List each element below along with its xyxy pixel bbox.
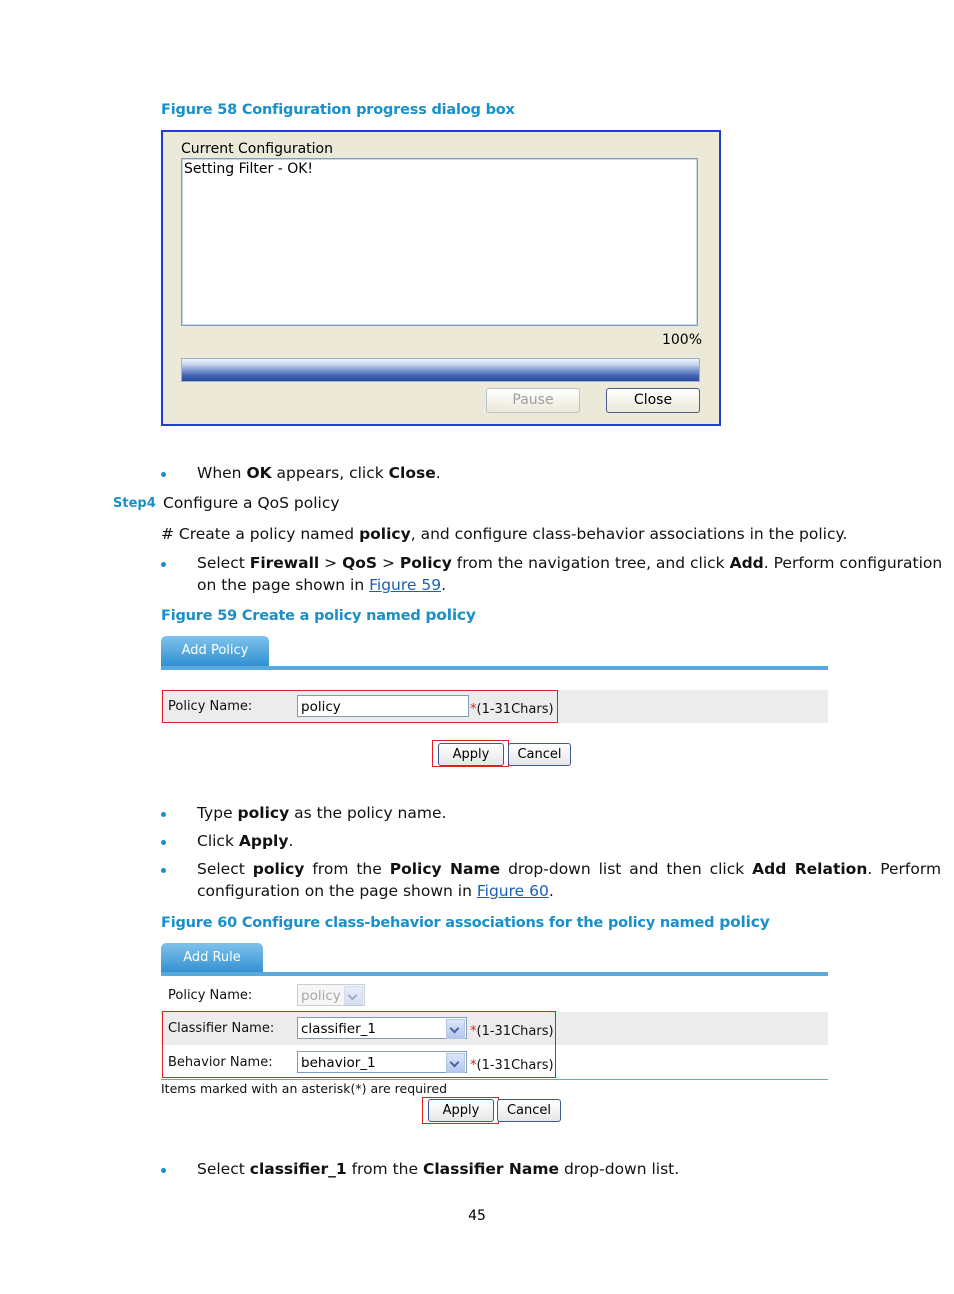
dialog-title: Current Configuration <box>181 141 333 157</box>
bullet-dot <box>161 868 166 873</box>
chevron-down-icon <box>344 986 363 1006</box>
page-number: 45 <box>468 1208 486 1224</box>
chevron-down-icon[interactable] <box>446 1019 465 1039</box>
bullet-dot <box>161 472 166 477</box>
required-note: Items marked with an asterisk(*) are required <box>161 1081 448 1096</box>
classifier-name-select[interactable]: classifier_1 <box>297 1017 467 1039</box>
bullet-select-policy: Select policy from the Policy Name drop-down list and then click Add Relation. Perform <box>197 860 942 878</box>
apply-button[interactable]: Apply <box>428 1099 494 1122</box>
behavior-name-select[interactable]: behavior_1 <box>297 1051 467 1073</box>
close-button[interactable]: Close <box>606 388 700 413</box>
chevron-down-icon[interactable] <box>446 1053 465 1073</box>
bullet-select-firewall-line2: on the page shown in Figure 59. <box>197 576 447 594</box>
tab-underline <box>161 666 828 670</box>
bullet-dot <box>161 812 166 817</box>
divider <box>161 1079 828 1080</box>
apply-button[interactable]: Apply <box>438 743 504 766</box>
figure-58-caption: Figure 58 Configuration progress dialog box <box>161 102 515 118</box>
policy-name-hint: *(1-31Chars) <box>470 702 554 717</box>
comment-line: # Create a policy named policy, and configure class-behavior associations in the policy. <box>161 525 848 543</box>
tab-add-policy[interactable]: Add Policy <box>161 636 269 667</box>
bullet-when-ok: When OK appears, click Close. <box>197 464 441 482</box>
cancel-button[interactable]: Cancel <box>497 1099 561 1122</box>
classifier-name-label: Classifier Name: <box>168 1021 275 1036</box>
figure-59-link[interactable]: Figure 59 <box>369 576 442 594</box>
behavior-name-label: Behavior Name: <box>168 1055 273 1070</box>
figure-60-caption: Figure 60 Configure class-behavior associations for the policy named policy <box>161 913 770 931</box>
configuration-log-area[interactable] <box>181 158 698 326</box>
tab-add-rule[interactable]: Add Rule <box>161 943 263 974</box>
bullet-dot <box>161 562 166 567</box>
bullet-select-classifier: Select classifier_1 from the Classifier Name drop-down list. <box>197 1160 680 1178</box>
figure-59-caption: Figure 59 Create a policy named policy <box>161 606 476 624</box>
bullet-dot <box>161 840 166 845</box>
bullet-type-policy: Type policy as the policy name. <box>197 804 447 822</box>
configuration-progress-dialog <box>161 130 721 426</box>
bullet-select-firewall: Select Firewall > QoS > Policy from the navigation tree, and click Add. Perform configuration <box>197 554 943 572</box>
progress-percent: 100% <box>661 332 702 348</box>
behavior-hint: *(1-31Chars) <box>470 1058 554 1073</box>
policy-name-label: Policy Name: <box>168 988 253 1003</box>
step-label: Step4 <box>113 496 156 511</box>
log-text: Setting Filter - OK! <box>184 161 314 177</box>
bullet-select-policy-line2: configuration on the page shown in Figure 60. <box>197 882 554 900</box>
figure-60-link[interactable]: Figure 60 <box>476 882 549 900</box>
bullet-click-apply: Click Apply. <box>197 832 294 850</box>
policy-name-label: Policy Name: <box>168 699 253 714</box>
step-text: Configure a QoS policy <box>163 494 340 512</box>
policy-name-input[interactable]: policy <box>297 695 469 717</box>
bullet-dot <box>161 1168 166 1173</box>
policy-name-select-disabled: policy <box>297 984 365 1006</box>
progress-bar <box>181 358 700 382</box>
cancel-button[interactable]: Cancel <box>508 743 571 766</box>
classifier-hint: *(1-31Chars) <box>470 1024 554 1039</box>
pause-button[interactable]: Pause <box>486 388 580 413</box>
tab-underline <box>161 972 828 976</box>
